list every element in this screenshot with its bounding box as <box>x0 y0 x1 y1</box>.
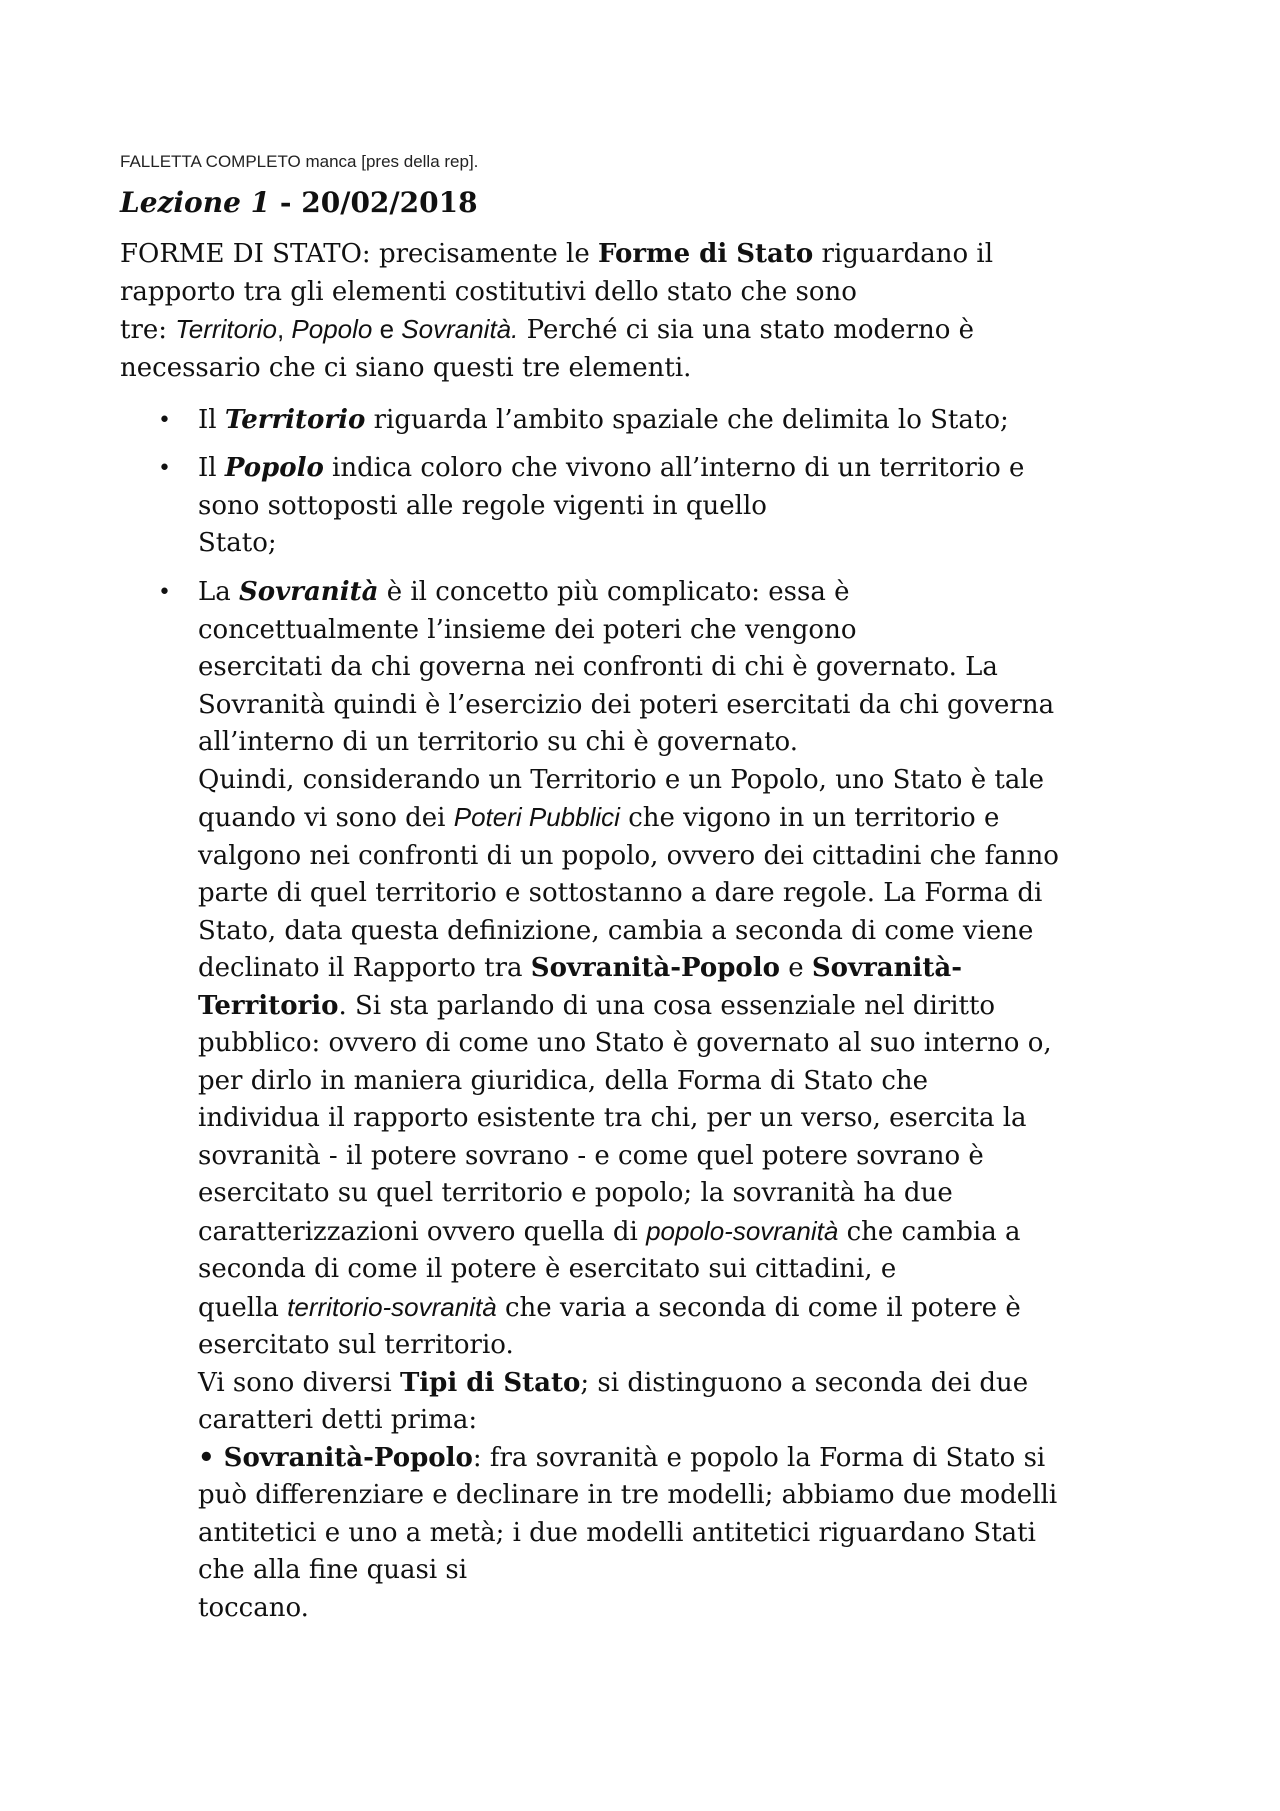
intro-line: necessario che ci siano questi tre elementi. <box>120 352 692 383</box>
italic-term: Territorio <box>175 314 277 344</box>
text-run: e <box>779 953 812 983</box>
bullet-line: Sovranità quindi è l’esercizio dei poteri esercitati da chi governa <box>198 689 1055 720</box>
bullet-line <box>198 402 1178 440</box>
bullet-line: Quindi, considerando un Territorio e un Popolo, uno Stato è tale <box>198 764 1045 795</box>
bullet-line <box>198 799 1178 838</box>
italic-term: popolo-sovranità <box>646 1215 839 1246</box>
bullet-line: individua il rapporto esistente tra chi, per un verso, esercita la <box>198 1103 1027 1133</box>
text-run: Vi sono diversi <box>198 1367 400 1398</box>
bold-term: Sovranità-Popolo <box>530 953 780 983</box>
bullet-line: sovranità - il potere sovrano - e come quel potere sovrano è <box>198 1140 984 1171</box>
text-run: . Si sta parlando di una cosa essenziale nel diritto <box>338 990 996 1021</box>
text-run: La <box>198 577 240 607</box>
text-run: ; si distinguono a seconda dei due <box>580 1367 1029 1398</box>
bullet-line: che alla fine quasi si <box>198 1555 468 1585</box>
bullet-line: esercitati da chi governa nei confronti di chi è governato. La <box>198 652 998 682</box>
italic-term: Sovranità. <box>401 314 519 344</box>
bullet-line <box>198 450 1178 488</box>
text-run: Perché ci sia una stato moderno è <box>518 315 975 345</box>
bullet-text <box>198 574 1178 1627</box>
text-run: è il concetto più complicato: essa è <box>378 577 850 607</box>
text-run: quella <box>198 1292 288 1323</box>
bold-italic-term: Sovranità <box>239 577 379 607</box>
bullet-line: toccano. <box>198 1592 309 1623</box>
text-run: : fra sovranità e popolo la Forma di Stato si <box>472 1442 1046 1473</box>
italic-term: Poteri Pubblici <box>453 802 620 832</box>
text-run: riguarda l’ambito spaziale che delimita lo Stato; <box>365 405 1009 435</box>
bullet-line <box>198 1289 1178 1328</box>
bullet-icon: • <box>158 456 171 481</box>
text-run: , <box>276 314 292 344</box>
text-run: indica coloro che vivono all’interno di un territorio e <box>323 453 1025 483</box>
lesson-label: Lezione 1 <box>120 186 271 219</box>
text-run: quando vi sono dei <box>198 803 454 833</box>
bullet-text <box>198 402 1178 440</box>
text-run: Il <box>198 405 225 435</box>
bullet-line: Stato; <box>198 528 277 558</box>
text-run: declinato il Rapporto tra <box>198 953 531 983</box>
bullet-line: all’interno di un territorio su chi è governato. <box>198 727 798 757</box>
text-run: riguardano il <box>813 239 994 269</box>
intro-line <box>120 311 1160 350</box>
bullet-line: seconda di come il potere è esercitato sui cittadini, e <box>198 1254 897 1284</box>
text-run: e <box>372 314 402 344</box>
bullet-text <box>198 450 1178 563</box>
title-separator: - <box>270 186 302 219</box>
bullet-line: sono sottoposti alle regole vigenti in quello <box>198 490 767 521</box>
intro-line <box>120 236 1160 274</box>
bullet-line <box>198 1213 1178 1252</box>
bullet-line: esercitato sul territorio. <box>198 1330 514 1360</box>
bullet-line <box>198 574 1178 612</box>
bullet-line: pubblico: ovvero di come uno Stato è governato al suo interno o, <box>198 1028 1052 1058</box>
text-run: caratterizzazioni ovvero quella di <box>198 1216 647 1247</box>
bullet-line <box>198 1365 1178 1403</box>
header-note: FALLETTA COMPLETO manca [pres della rep]. <box>120 152 479 171</box>
bullet-line: caratteri detti prima: <box>198 1405 478 1435</box>
bold-term: Tipi di Stato <box>399 1367 581 1398</box>
text-run: che varia a seconda di come il potere è <box>496 1292 1021 1323</box>
text-run: tre: <box>120 315 176 345</box>
bullet-line: esercitato su quel territorio e popolo; la sovranità ha due <box>198 1178 953 1208</box>
bullet-line <box>198 950 1178 988</box>
bold-italic-term: Territorio <box>224 405 366 435</box>
text-run: Il <box>198 453 225 483</box>
text-run: che vigono in un territorio e <box>619 803 1000 833</box>
bold-term: Forme di Stato <box>597 239 814 269</box>
intro-paragraph <box>120 236 1160 387</box>
lesson-date: 20/02/2018 <box>301 186 478 219</box>
bullet-line <box>198 1440 1178 1478</box>
intro-line: rapporto tra gli elementi costitutivi dello stato che sono <box>120 276 857 307</box>
bullet-icon: • <box>158 580 171 605</box>
bullet-line: parte di quel territorio e sottostanno a dare regole. La Forma di <box>198 878 1043 908</box>
bullet-line: per dirlo in maniera giuridica, della Forma di Stato che <box>198 1065 929 1096</box>
bullet-line: Stato, data questa definizione, cambia a seconda di come viene <box>198 915 1034 946</box>
text-run: FORME DI STATO: precisamente le <box>120 239 598 269</box>
bullet-line: antitetici e uno a metà; i due modelli antitetici riguardano Stati <box>198 1517 1036 1548</box>
bullet-line <box>198 988 1178 1026</box>
lesson-title <box>120 186 478 219</box>
bold-term: Sovranità- <box>811 953 963 983</box>
bullet-icon: • <box>158 408 171 433</box>
bullet-line: valgono nei confronti di un popolo, ovvero dei cittadini che fanno <box>198 840 1059 871</box>
bold-term: Territorio <box>198 990 339 1021</box>
bold-term: • Sovranità-Popolo <box>198 1442 473 1473</box>
bullet-line: concettualmente l’insieme dei poteri che vengono <box>198 614 857 645</box>
italic-term: Popolo <box>291 314 373 344</box>
text-run: che cambia a <box>838 1216 1021 1247</box>
italic-term: territorio-sovranità <box>287 1291 497 1322</box>
bold-italic-term: Popolo <box>224 453 324 483</box>
bullet-line: può differenziare e declinare in tre modelli; abbiamo due modelli <box>198 1480 1058 1510</box>
